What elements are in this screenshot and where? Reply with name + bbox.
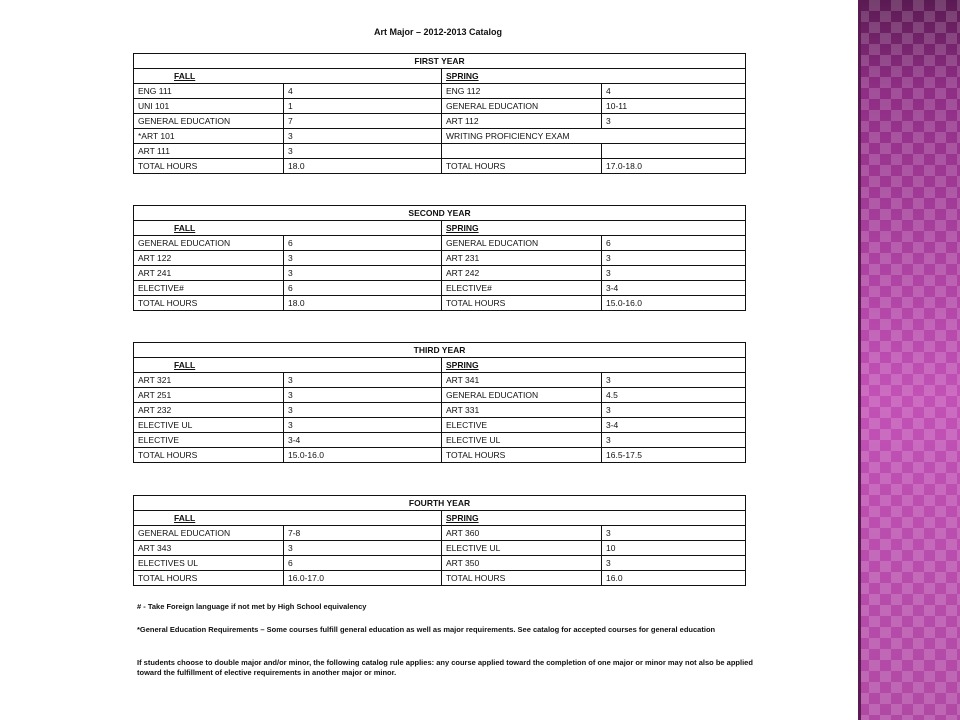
spring-hours: 3-4 — [602, 281, 746, 296]
table-row — [134, 281, 746, 296]
fall-hours: 3 — [284, 541, 442, 556]
fall-hours: 7-8 — [284, 526, 442, 541]
spring-total-hours: 17.0-18.0 — [602, 159, 746, 174]
total-row — [134, 448, 746, 463]
fall-total-label: TOTAL HOURS — [134, 571, 284, 586]
spring-course: ART 331 — [442, 403, 602, 418]
fall-course: ELECTIVE# — [134, 281, 284, 296]
fall-course: ELECTIVE UL — [134, 418, 284, 433]
spring-course: GENERAL EDUCATION — [442, 99, 602, 114]
spring-course: ART 242 — [442, 266, 602, 281]
fall-total-hours: 18.0 — [284, 159, 442, 174]
table-row — [134, 251, 746, 266]
fall-course: GENERAL EDUCATION — [134, 236, 284, 251]
document-title: Art Major – 2012-2013 Catalog — [373, 27, 503, 37]
fall-course: ART 343 — [134, 541, 284, 556]
spring-total-label: TOTAL HOURS — [442, 159, 602, 174]
fall-course: ELECTIVES UL — [134, 556, 284, 571]
fall-total-hours: 15.0-16.0 — [284, 448, 442, 463]
table-row — [134, 433, 746, 448]
fall-course: UNI 101 — [134, 99, 284, 114]
fall-total-label: TOTAL HOURS — [134, 448, 284, 463]
total-row — [134, 296, 746, 311]
fall-course: ENG 111 — [134, 84, 284, 99]
spring-course: ELECTIVE UL — [442, 541, 602, 556]
spring-hours: 3 — [602, 433, 746, 448]
second-year-table — [133, 205, 746, 311]
fall-course: GENERAL EDUCATION — [134, 114, 284, 129]
fall-label: FALL — [134, 69, 442, 84]
fall-course: GENERAL EDUCATION — [134, 526, 284, 541]
fall-hours: 3 — [284, 266, 442, 281]
spring-hours: 3 — [602, 526, 746, 541]
spring-total-hours: 15.0-16.0 — [602, 296, 746, 311]
fall-hours: 3-4 — [284, 433, 442, 448]
spring-label: SPRING — [442, 69, 746, 84]
spring-course: ELECTIVE — [442, 418, 602, 433]
year-heading: FOURTH YEAR — [134, 496, 746, 511]
foreign-language-note: # - Take Foreign language if not met by High School equivalency — [137, 602, 367, 611]
fall-course: ART 241 — [134, 266, 284, 281]
spring-hours: 4.5 — [602, 388, 746, 403]
spring-course: ART 341 — [442, 373, 602, 388]
fall-hours: 3 — [284, 251, 442, 266]
table-row — [134, 388, 746, 403]
spring-hours: 10-11 — [602, 99, 746, 114]
table-row — [134, 84, 746, 99]
fall-total-hours: 16.0-17.0 — [284, 571, 442, 586]
fourth-year-table — [133, 495, 746, 586]
table-row — [134, 266, 746, 281]
decorative-side-band — [858, 0, 960, 720]
spring-total-label: TOTAL HOURS — [442, 296, 602, 311]
spring-hours: 3 — [602, 373, 746, 388]
spring-course — [442, 144, 602, 159]
spring-hours: 3 — [602, 403, 746, 418]
spring-course: ART 231 — [442, 251, 602, 266]
table-row — [134, 526, 746, 541]
table-row — [134, 418, 746, 433]
spring-label: SPRING — [442, 358, 746, 373]
double-major-note: If students choose to double major and/or minor, the following catalog rule applies: any course applied toward the completion of one major or minor may not also be applied toward the fulfillment of elective requirements in another major or minor. — [137, 658, 753, 677]
spring-hours: 3 — [602, 556, 746, 571]
fall-hours: 3 — [284, 373, 442, 388]
fall-course: ART 232 — [134, 403, 284, 418]
year-heading: FIRST YEAR — [134, 54, 746, 69]
fall-hours: 3 — [284, 418, 442, 433]
fall-label: FALL — [134, 358, 442, 373]
fall-hours: 3 — [284, 388, 442, 403]
spring-course: ART 360 — [442, 526, 602, 541]
spring-total-hours: 16.5-17.5 — [602, 448, 746, 463]
fall-total-hours: 18.0 — [284, 296, 442, 311]
fall-hours: 3 — [284, 129, 442, 144]
spring-hours: 4 — [602, 84, 746, 99]
fall-hours: 6 — [284, 281, 442, 296]
spring-total-label: TOTAL HOURS — [442, 571, 602, 586]
spring-course: ART 112 — [442, 114, 602, 129]
table-row — [134, 556, 746, 571]
table-row — [134, 236, 746, 251]
year-heading: THIRD YEAR — [134, 343, 746, 358]
fall-total-label: TOTAL HOURS — [134, 296, 284, 311]
spring-course: ENG 112 — [442, 84, 602, 99]
spring-course: ART 350 — [442, 556, 602, 571]
fall-hours: 7 — [284, 114, 442, 129]
year-heading: SECOND YEAR — [134, 206, 746, 221]
fall-course: ART 321 — [134, 373, 284, 388]
spring-hours: 3 — [602, 251, 746, 266]
fall-hours: 1 — [284, 99, 442, 114]
spring-course: WRITING PROFICIENCY EXAM — [442, 129, 746, 144]
table-row — [134, 373, 746, 388]
table-row — [134, 99, 746, 114]
spring-course: GENERAL EDUCATION — [442, 236, 602, 251]
spring-label: SPRING — [442, 221, 746, 236]
fall-hours: 6 — [284, 556, 442, 571]
table-row — [134, 129, 746, 144]
fall-hours: 4 — [284, 84, 442, 99]
spring-hours — [602, 144, 746, 159]
fall-total-label: TOTAL HOURS — [134, 159, 284, 174]
fall-hours: 3 — [284, 403, 442, 418]
spring-label: SPRING — [442, 511, 746, 526]
fall-course: ART 122 — [134, 251, 284, 266]
table-row — [134, 144, 746, 159]
side-band-edge — [858, 0, 861, 720]
first-year-table — [133, 53, 746, 174]
fall-course: ART 111 — [134, 144, 284, 159]
spring-hours: 10 — [602, 541, 746, 556]
table-row — [134, 114, 746, 129]
spring-course: ELECTIVE# — [442, 281, 602, 296]
spring-total-label: TOTAL HOURS — [442, 448, 602, 463]
spring-hours: 6 — [602, 236, 746, 251]
third-year-table — [133, 342, 746, 463]
total-row — [134, 571, 746, 586]
table-row — [134, 403, 746, 418]
fall-course: *ART 101 — [134, 129, 284, 144]
fall-label: FALL — [134, 511, 442, 526]
fall-label: FALL — [134, 221, 442, 236]
total-row — [134, 159, 746, 174]
fall-hours: 3 — [284, 144, 442, 159]
spring-hours: 3 — [602, 114, 746, 129]
fall-course: ART 251 — [134, 388, 284, 403]
spring-course: GENERAL EDUCATION — [442, 388, 602, 403]
spring-course: ELECTIVE UL — [442, 433, 602, 448]
fall-course: ELECTIVE — [134, 433, 284, 448]
spring-total-hours: 16.0 — [602, 571, 746, 586]
table-row — [134, 541, 746, 556]
spring-hours: 3-4 — [602, 418, 746, 433]
general-education-note: *General Education Requirements – Some courses fulfill general education as well as major requirements. See catalog for accepted courses for general education — [137, 625, 716, 634]
fall-hours: 6 — [284, 236, 442, 251]
spring-hours: 3 — [602, 266, 746, 281]
